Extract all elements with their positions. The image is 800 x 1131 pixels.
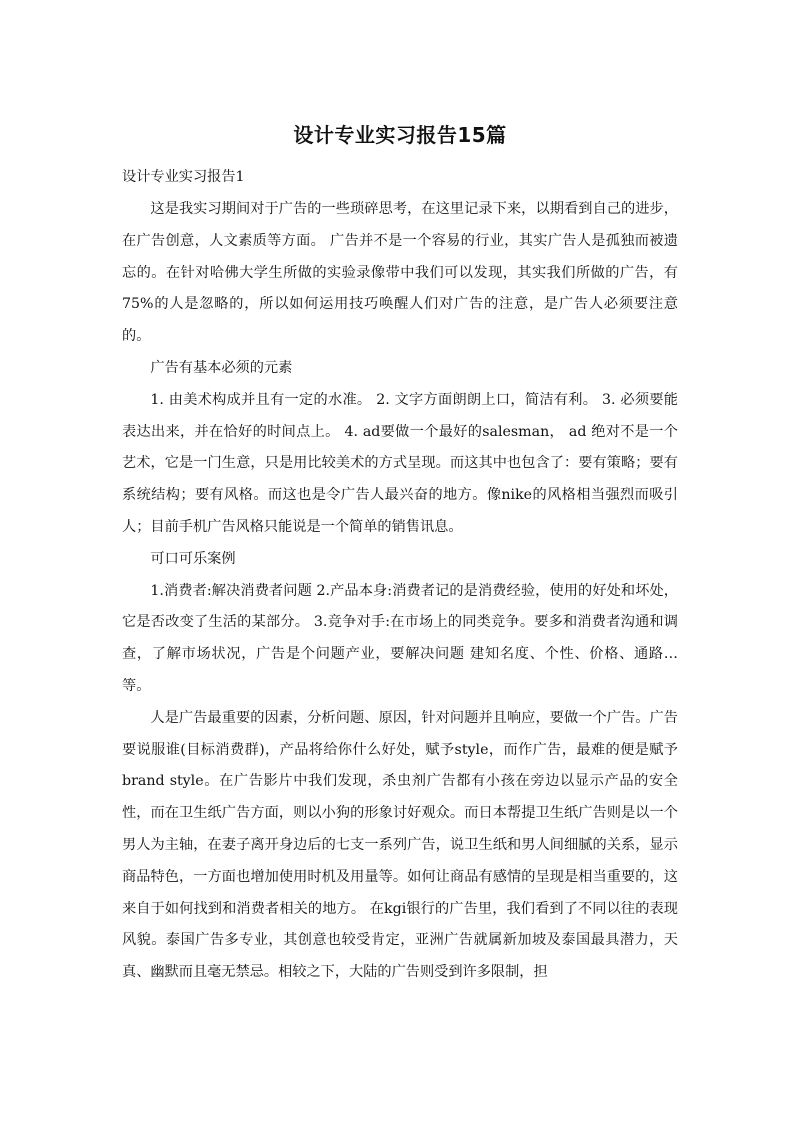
document-title: 设计专业实习报告15篇 <box>293 123 507 147</box>
paragraph-coca-cola-heading: 可口可乐案例 <box>150 550 236 567</box>
paragraph-coca-cola-list: 1.消费者:解决消费者问题 2.产品本身:消费者记的是消费经验，使用的好处和坏处，它是否改变了生活的某部分。 3.竞争对手:在市场上的同类竞争。要多和消费者沟通和调查，了解市场状况，广告是个问题产业，要解决问题 建知名度、个性、价格、通路…等。 <box>122 582 678 694</box>
paragraph-intro: 这是我实习期间对于广告的一些琐碎思考，在这里记录下来，以期看到自己的进步，在广告创意，人文素质等方面。 广告并不是一个容易的行业，其实广告人是孤独而被遗忘的。在针对哈佛大学生所做的实验录像带中我们可以发现，其实我们所做的广告，有75%的人是忽略的，所以如何运用技巧唤醒人们对广告的注意，是广告人必须要注意的。 <box>122 201 678 345</box>
paragraph-people-factor: 人是广告最重要的因素，分析问题、原因，针对问题并且响应，要做一个广告。广告要说服谁(目标消费群)，产品将给你什么好处，赋予style，而作广告，最难的便是赋予brand style。在广告影片中我们发现，杀虫剂广告都有小孩在旁边以显示产品的安全性，而在卫生纸广告方面，则以小狗的形象讨好观众。而日本帮提卫生纸广告则是以一个男人为主轴，在妻子离开身边后的七支一系列广告，说卫生纸和男人间细腻的关系，显示商品特色，一方面也增加使用时机及用量等。如何让商品有感情的呈现是相当重要的，这来自于如何找到和消费者相关的地方。 在kgi银行的广告里，我们看到了不同以往的表现风貌。泰国广告多专业，其创意也较受肯定，亚洲广告就属新加坡及泰国最具潜力，天真、幽默而且毫无禁忌。相较之下，大陆的广告则受到许多限制，担 <box>122 709 678 981</box>
paragraph-elements-list: 1. 由美术构成并且有一定的水准。 2. 文字方面朗朗上口，简洁有利。 3. 必须要能表达出来，并在恰好的时间点上。 4. ad要做一个最好的salesman， ad 绝对不是一个艺术，它是一门生意，只是用比较美术的方式呈现。而这其中也包含了：要有策略；要有系统结构；要有风格。而这也是令广告人最兴奋的地方。像nike的风格相当强烈而吸引人；目前手机广告风格只能说是一个简单的销售讯息。 <box>122 391 678 535</box>
paragraph-elements-heading: 广告有基本必须的元素 <box>150 359 293 376</box>
section-heading: 设计专业实习报告1 <box>122 169 245 185</box>
